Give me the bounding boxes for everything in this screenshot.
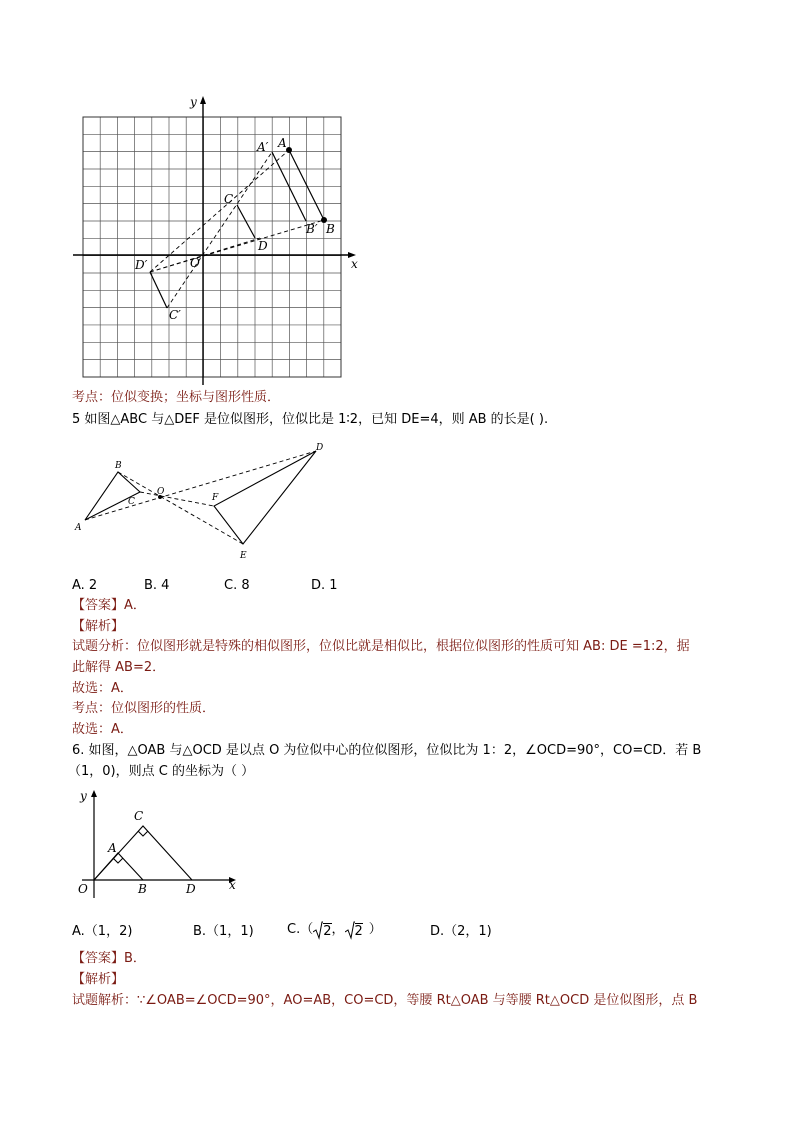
q5-guxuan-2: 故选：A．	[72, 722, 133, 737]
q6-right-angle-a	[113, 858, 123, 863]
q5-analysis-line2: 此解得 AB=2．	[72, 660, 166, 675]
q5-label-d: D	[316, 443, 324, 453]
q6-option-a: A.（1，2)	[72, 924, 133, 939]
q6-analysis: 试题解析：∵∠OAB=∠OCD=90°，AO=AB，CO=CD，等腰 Rt△OAB 与等腰 Rt△OCD 是位似图形，点 B	[72, 993, 698, 1008]
q5-label-o: O	[157, 487, 165, 497]
fig1-label-b-prime: B′	[306, 222, 318, 236]
fig1-label-b: B	[326, 222, 335, 236]
q5-option-b: B. 4	[144, 578, 170, 593]
fig1-label-d-prime: D′	[135, 258, 148, 272]
q5-label-c: C	[128, 497, 135, 507]
sqrt-sign-icon	[313, 920, 323, 940]
q5-label-f: F	[212, 493, 219, 503]
y-axis-arrow	[200, 96, 206, 104]
q5-triangle-def	[214, 451, 316, 544]
segment-cd	[237, 205, 255, 238]
q5-guxuan-1: 故选：A．	[72, 681, 133, 696]
q6-question-line1: 6. 如图，△OAB 与△OCD 是以点 O 为位似中心的位似图形，位似比为 1：2，∠OCD=90°，CO=CD．若 B	[72, 743, 702, 758]
q6-answer: 【答案】B．	[72, 951, 146, 966]
q6-label-b: B	[138, 882, 147, 896]
q6-label-o: O	[78, 882, 88, 896]
q5-label-b: B	[115, 461, 122, 471]
sqrt-sign-icon	[345, 920, 355, 940]
fig1-label-c-prime: C′	[169, 308, 181, 322]
figure-q6-coordinates	[70, 785, 245, 900]
q6-jiexi: 【解析】	[72, 972, 125, 987]
q5-triangle-abc	[85, 472, 140, 520]
q6-option-c-prefix: C.（	[287, 922, 314, 937]
ray-a	[150, 150, 289, 272]
fig1-label-c: C	[224, 192, 234, 206]
q6-right-angle-c	[138, 831, 148, 836]
grid-border	[83, 117, 341, 377]
q5-option-d: D. 1	[311, 578, 338, 593]
q5-answer: 【答案】A．	[72, 598, 146, 613]
q6-option-b: B.（1，1)	[193, 924, 254, 939]
q6-label-x: x	[229, 878, 236, 892]
grid-lines	[83, 117, 341, 377]
figure-grid-homothety	[70, 92, 370, 392]
q6-y-axis-arrow	[91, 790, 97, 797]
q6-option-c-sep: ，	[331, 922, 345, 937]
q6-option-c-sqrt-2: 2	[354, 923, 363, 939]
fig1-label-d: D	[258, 239, 268, 253]
q6-label-d: D	[186, 882, 196, 896]
ray-b	[150, 220, 324, 272]
q5-option-c: C. 8	[224, 578, 250, 593]
q5-jiexi: 【解析】	[72, 619, 125, 634]
q5-kaodian: 考点：位似图形的性质．	[72, 701, 216, 716]
q6-question-line2: （1，0)，则点 C 的坐标为（ ）	[68, 764, 255, 779]
ray-c	[167, 152, 272, 308]
fig1-label-a-prime: A′	[257, 140, 269, 154]
q6-option-c	[287, 920, 382, 940]
point-a	[286, 147, 292, 153]
q6-option-c-sqrt-1: 2	[323, 923, 332, 939]
q5-label-e: E	[240, 551, 247, 561]
figure-q5-homothety	[70, 440, 340, 565]
q5-option-a: A. 2	[72, 578, 98, 593]
fig1-label-a: A	[278, 136, 287, 150]
q5-ray-cf	[140, 492, 214, 506]
kaodian-1: 考点：位似变换；坐标与图形性质．	[72, 390, 281, 405]
q5-analysis-line1: 试题分析：位似图形就是特殊的相似图形，位似比就是相似比，根据位似图形的性质可知 AB: DE =1:2，据	[72, 639, 690, 654]
q6-label-c: C	[134, 809, 144, 823]
q5-question: 5 如图△ABC 与△DEF 是位似图形，位似比是 1∶2，已知 DE=4，则 AB 的长是( ).	[72, 412, 549, 427]
q6-option-d: D.（2，1)	[430, 924, 492, 939]
fig1-label-y: y	[190, 95, 197, 109]
q5-ray-be	[118, 472, 243, 544]
q6-label-y: y	[80, 789, 87, 803]
q5-label-a: A	[75, 523, 82, 533]
fig1-label-x: x	[351, 257, 358, 271]
q6-option-c-suffix: ）	[368, 922, 382, 937]
q6-triangle-oab	[94, 853, 143, 880]
fig1-label-o: O	[190, 256, 200, 270]
q6-label-a: A	[108, 841, 117, 855]
